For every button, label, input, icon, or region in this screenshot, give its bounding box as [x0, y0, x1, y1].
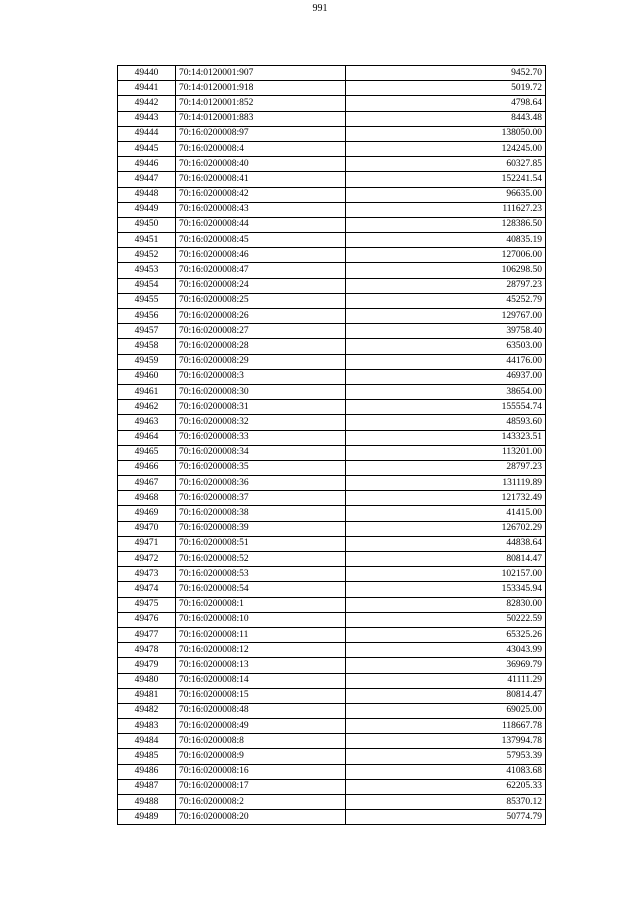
cadastral-number-cell: 70:16:0200008:12: [176, 643, 346, 658]
cadastral-number-cell: 70:16:0200008:45: [176, 233, 346, 248]
table-row: [118, 643, 546, 658]
cadastral-number-cell: 70:16:0200008:14: [176, 673, 346, 688]
table-row: [118, 719, 546, 734]
table-row: [118, 111, 546, 126]
cadastral-number-cell: 70:16:0200008:25: [176, 293, 346, 308]
cadastral-number-cell: 70:16:0200008:44: [176, 217, 346, 232]
row-number-cell: 49484: [118, 734, 176, 749]
row-number-cell: 49470: [118, 521, 176, 536]
cadastral-number-cell: 70:16:0200008:24: [176, 278, 346, 293]
cadastral-number-cell: 70:16:0200008:41: [176, 172, 346, 187]
cadastral-value-cell: 96635.00: [346, 187, 546, 202]
cadastral-number-cell: 70:16:0200008:10: [176, 612, 346, 627]
cadastral-value-table: [117, 65, 546, 825]
cadastral-value-cell: 138050.00: [346, 126, 546, 141]
row-number-cell: 49441: [118, 81, 176, 96]
cadastral-number-cell: 70:16:0200008:28: [176, 339, 346, 354]
cadastral-number-cell: 70:14:0120001:852: [176, 96, 346, 111]
cadastral-value-cell: 65325.26: [346, 627, 546, 642]
table-row: [118, 688, 546, 703]
cadastral-value-cell: 57953.39: [346, 749, 546, 764]
row-number-cell: 49444: [118, 126, 176, 141]
cadastral-value-cell: 80814.47: [346, 688, 546, 703]
cadastral-value-cell: 85370.12: [346, 795, 546, 810]
cadastral-number-cell: 70:16:0200008:31: [176, 400, 346, 415]
cadastral-value-cell: 69025.00: [346, 703, 546, 718]
cadastral-value-cell: 50774.79: [346, 810, 546, 825]
cadastral-value-cell: 143323.51: [346, 430, 546, 445]
cadastral-number-cell: 70:16:0200008:47: [176, 263, 346, 278]
table-row: [118, 187, 546, 202]
row-number-cell: 49481: [118, 688, 176, 703]
table-row: [118, 627, 546, 642]
table-row: [118, 764, 546, 779]
row-number-cell: 49469: [118, 506, 176, 521]
table-row: [118, 217, 546, 232]
table-row: [118, 339, 546, 354]
cadastral-value-cell: 36969.79: [346, 658, 546, 673]
cadastral-value-cell: 155554.74: [346, 400, 546, 415]
cadastral-value-cell: 124245.00: [346, 141, 546, 156]
cadastral-value-cell: 113201.00: [346, 445, 546, 460]
row-number-cell: 49475: [118, 597, 176, 612]
cadastral-value-cell: 60327.85: [346, 157, 546, 172]
cadastral-value-cell: 128386.50: [346, 217, 546, 232]
table-row: [118, 293, 546, 308]
row-number-cell: 49456: [118, 309, 176, 324]
table-row: [118, 126, 546, 141]
row-number-cell: 49464: [118, 430, 176, 445]
row-number-cell: 49468: [118, 491, 176, 506]
page-number: 991: [312, 3, 328, 14]
row-number-cell: 49453: [118, 263, 176, 278]
row-number-cell: 49463: [118, 415, 176, 430]
cadastral-number-cell: 70:16:0200008:30: [176, 384, 346, 399]
cadastral-number-cell: 70:16:0200008:97: [176, 126, 346, 141]
cadastral-value-cell: 38654.00: [346, 384, 546, 399]
cadastral-number-cell: 70:16:0200008:48: [176, 703, 346, 718]
cadastral-value-cell: 50222.59: [346, 612, 546, 627]
table-row: [118, 309, 546, 324]
cadastral-value-cell: 131119.89: [346, 476, 546, 491]
row-number-cell: 49445: [118, 141, 176, 156]
row-number-cell: 49458: [118, 339, 176, 354]
cadastral-number-cell: 70:14:0120001:907: [176, 66, 346, 81]
cadastral-value-cell: 44176.00: [346, 354, 546, 369]
cadastral-value-cell: 4798.64: [346, 96, 546, 111]
row-number-cell: 49483: [118, 719, 176, 734]
table-row: [118, 172, 546, 187]
cadastral-number-cell: 70:16:0200008:13: [176, 658, 346, 673]
table-row: [118, 795, 546, 810]
table-row: [118, 658, 546, 673]
table-row: [118, 263, 546, 278]
cadastral-value-cell: 127006.00: [346, 248, 546, 263]
table-row: [118, 582, 546, 597]
row-number-cell: 49474: [118, 582, 176, 597]
cadastral-value-cell: 40835.19: [346, 233, 546, 248]
cadastral-value-cell: 46937.00: [346, 369, 546, 384]
row-number-cell: 49488: [118, 795, 176, 810]
row-number-cell: 49465: [118, 445, 176, 460]
row-number-cell: 49452: [118, 248, 176, 263]
cadastral-value-cell: 126702.29: [346, 521, 546, 536]
row-number-cell: 49459: [118, 354, 176, 369]
cadastral-value-cell: 82830.00: [346, 597, 546, 612]
cadastral-number-cell: 70:16:0200008:42: [176, 187, 346, 202]
row-number-cell: 49479: [118, 658, 176, 673]
cadastral-value-cell: 41111.29: [346, 673, 546, 688]
row-number-cell: 49454: [118, 278, 176, 293]
table-row: [118, 141, 546, 156]
row-number-cell: 49457: [118, 324, 176, 339]
table-row: [118, 491, 546, 506]
cadastral-number-cell: 70:16:0200008:34: [176, 445, 346, 460]
table-row: [118, 734, 546, 749]
cadastral-number-cell: 70:16:0200008:53: [176, 567, 346, 582]
cadastral-value-cell: 63503.00: [346, 339, 546, 354]
cadastral-number-cell: 70:16:0200008:16: [176, 764, 346, 779]
table-row: [118, 567, 546, 582]
cadastral-value-cell: 44838.64: [346, 536, 546, 551]
row-number-cell: 49471: [118, 536, 176, 551]
table-row: [118, 476, 546, 491]
row-number-cell: 49443: [118, 111, 176, 126]
cadastral-number-cell: 70:16:0200008:54: [176, 582, 346, 597]
cadastral-value-cell: 5019.72: [346, 81, 546, 96]
table-row: [118, 536, 546, 551]
cadastral-number-cell: 70:16:0200008:26: [176, 309, 346, 324]
row-number-cell: 49476: [118, 612, 176, 627]
row-number-cell: 49472: [118, 552, 176, 567]
table-row: [118, 597, 546, 612]
cadastral-number-cell: 70:16:0200008:40: [176, 157, 346, 172]
row-number-cell: 49482: [118, 703, 176, 718]
table-row: [118, 233, 546, 248]
cadastral-number-cell: 70:16:0200008:35: [176, 460, 346, 475]
cadastral-number-cell: 70:16:0200008:4: [176, 141, 346, 156]
cadastral-number-cell: 70:16:0200008:20: [176, 810, 346, 825]
cadastral-value-cell: 102157.00: [346, 567, 546, 582]
table-row: [118, 415, 546, 430]
cadastral-value-cell: 39758.40: [346, 324, 546, 339]
cadastral-value-cell: 106298.50: [346, 263, 546, 278]
table-row: [118, 673, 546, 688]
cadastral-number-cell: 70:16:0200008:39: [176, 521, 346, 536]
table-row: [118, 810, 546, 825]
table-row: [118, 202, 546, 217]
cadastral-number-cell: 70:16:0200008:51: [176, 536, 346, 551]
cadastral-number-cell: 70:16:0200008:29: [176, 354, 346, 369]
table-row: [118, 248, 546, 263]
row-number-cell: 49461: [118, 384, 176, 399]
row-number-cell: 49480: [118, 673, 176, 688]
row-number-cell: 49440: [118, 66, 176, 81]
cadastral-number-cell: 70:16:0200008:27: [176, 324, 346, 339]
cadastral-value-cell: 28797.23: [346, 278, 546, 293]
table-row: [118, 460, 546, 475]
cadastral-value-cell: 111627.23: [346, 202, 546, 217]
row-number-cell: 49487: [118, 779, 176, 794]
cadastral-value-cell: 62205.33: [346, 779, 546, 794]
row-number-cell: 49477: [118, 627, 176, 642]
cadastral-value-cell: 118667.78: [346, 719, 546, 734]
table-row: [118, 96, 546, 111]
cadastral-value-cell: 45252.79: [346, 293, 546, 308]
cadastral-value-cell: 129767.00: [346, 309, 546, 324]
table-row: [118, 81, 546, 96]
table-row: [118, 506, 546, 521]
cadastral-number-cell: 70:16:0200008:43: [176, 202, 346, 217]
row-number-cell: 49448: [118, 187, 176, 202]
row-number-cell: 49460: [118, 369, 176, 384]
cadastral-number-cell: 70:16:0200008:1: [176, 597, 346, 612]
row-number-cell: 49451: [118, 233, 176, 248]
row-number-cell: 49447: [118, 172, 176, 187]
table-row: [118, 445, 546, 460]
table-row: [118, 324, 546, 339]
table-row: [118, 521, 546, 536]
cadastral-value-cell: 137994.78: [346, 734, 546, 749]
table-row: [118, 66, 546, 81]
table-row: [118, 703, 546, 718]
cadastral-number-cell: 70:16:0200008:38: [176, 506, 346, 521]
row-number-cell: 49473: [118, 567, 176, 582]
table-row: [118, 157, 546, 172]
cadastral-number-cell: 70:16:0200008:32: [176, 415, 346, 430]
cadastral-number-cell: 70:16:0200008:11: [176, 627, 346, 642]
table-row: [118, 369, 546, 384]
cadastral-value-cell: 41083.68: [346, 764, 546, 779]
cadastral-value-cell: 80814.47: [346, 552, 546, 567]
row-number-cell: 49467: [118, 476, 176, 491]
cadastral-value-cell: 9452.70: [346, 66, 546, 81]
cadastral-number-cell: 70:16:0200008:8: [176, 734, 346, 749]
table-row: [118, 278, 546, 293]
row-number-cell: 49455: [118, 293, 176, 308]
table-row: [118, 400, 546, 415]
cadastral-number-cell: 70:16:0200008:46: [176, 248, 346, 263]
table-row: [118, 430, 546, 445]
cadastral-number-cell: 70:16:0200008:33: [176, 430, 346, 445]
cadastral-number-cell: 70:16:0200008:15: [176, 688, 346, 703]
cadastral-value-cell: 8443.48: [346, 111, 546, 126]
cadastral-value-cell: 153345.94: [346, 582, 546, 597]
cadastral-number-cell: 70:16:0200008:49: [176, 719, 346, 734]
row-number-cell: 49466: [118, 460, 176, 475]
cadastral-number-cell: 70:14:0120001:883: [176, 111, 346, 126]
cadastral-value-cell: 41415.00: [346, 506, 546, 521]
row-number-cell: 49486: [118, 764, 176, 779]
table-row: [118, 354, 546, 369]
cadastral-value-cell: 43043.99: [346, 643, 546, 658]
cadastral-number-cell: 70:16:0200008:36: [176, 476, 346, 491]
table-row: [118, 749, 546, 764]
cadastral-number-cell: 70:14:0120001:918: [176, 81, 346, 96]
row-number-cell: 49485: [118, 749, 176, 764]
table-row: [118, 779, 546, 794]
row-number-cell: 49489: [118, 810, 176, 825]
row-number-cell: 49446: [118, 157, 176, 172]
row-number-cell: 49449: [118, 202, 176, 217]
cadastral-number-cell: 70:16:0200008:17: [176, 779, 346, 794]
row-number-cell: 49462: [118, 400, 176, 415]
table-row: [118, 612, 546, 627]
cadastral-number-cell: 70:16:0200008:9: [176, 749, 346, 764]
cadastral-value-cell: 121732.49: [346, 491, 546, 506]
cadastral-number-cell: 70:16:0200008:52: [176, 552, 346, 567]
row-number-cell: 49450: [118, 217, 176, 232]
cadastral-number-cell: 70:16:0200008:37: [176, 491, 346, 506]
row-number-cell: 49478: [118, 643, 176, 658]
cadastral-value-cell: 28797.23: [346, 460, 546, 475]
cadastral-number-cell: 70:16:0200008:2: [176, 795, 346, 810]
cadastral-number-cell: 70:16:0200008:3: [176, 369, 346, 384]
cadastral-value-cell: 48593.60: [346, 415, 546, 430]
table-row: [118, 384, 546, 399]
table-row: [118, 552, 546, 567]
cadastral-value-cell: 152241.54: [346, 172, 546, 187]
table-body: [118, 66, 546, 825]
row-number-cell: 49442: [118, 96, 176, 111]
